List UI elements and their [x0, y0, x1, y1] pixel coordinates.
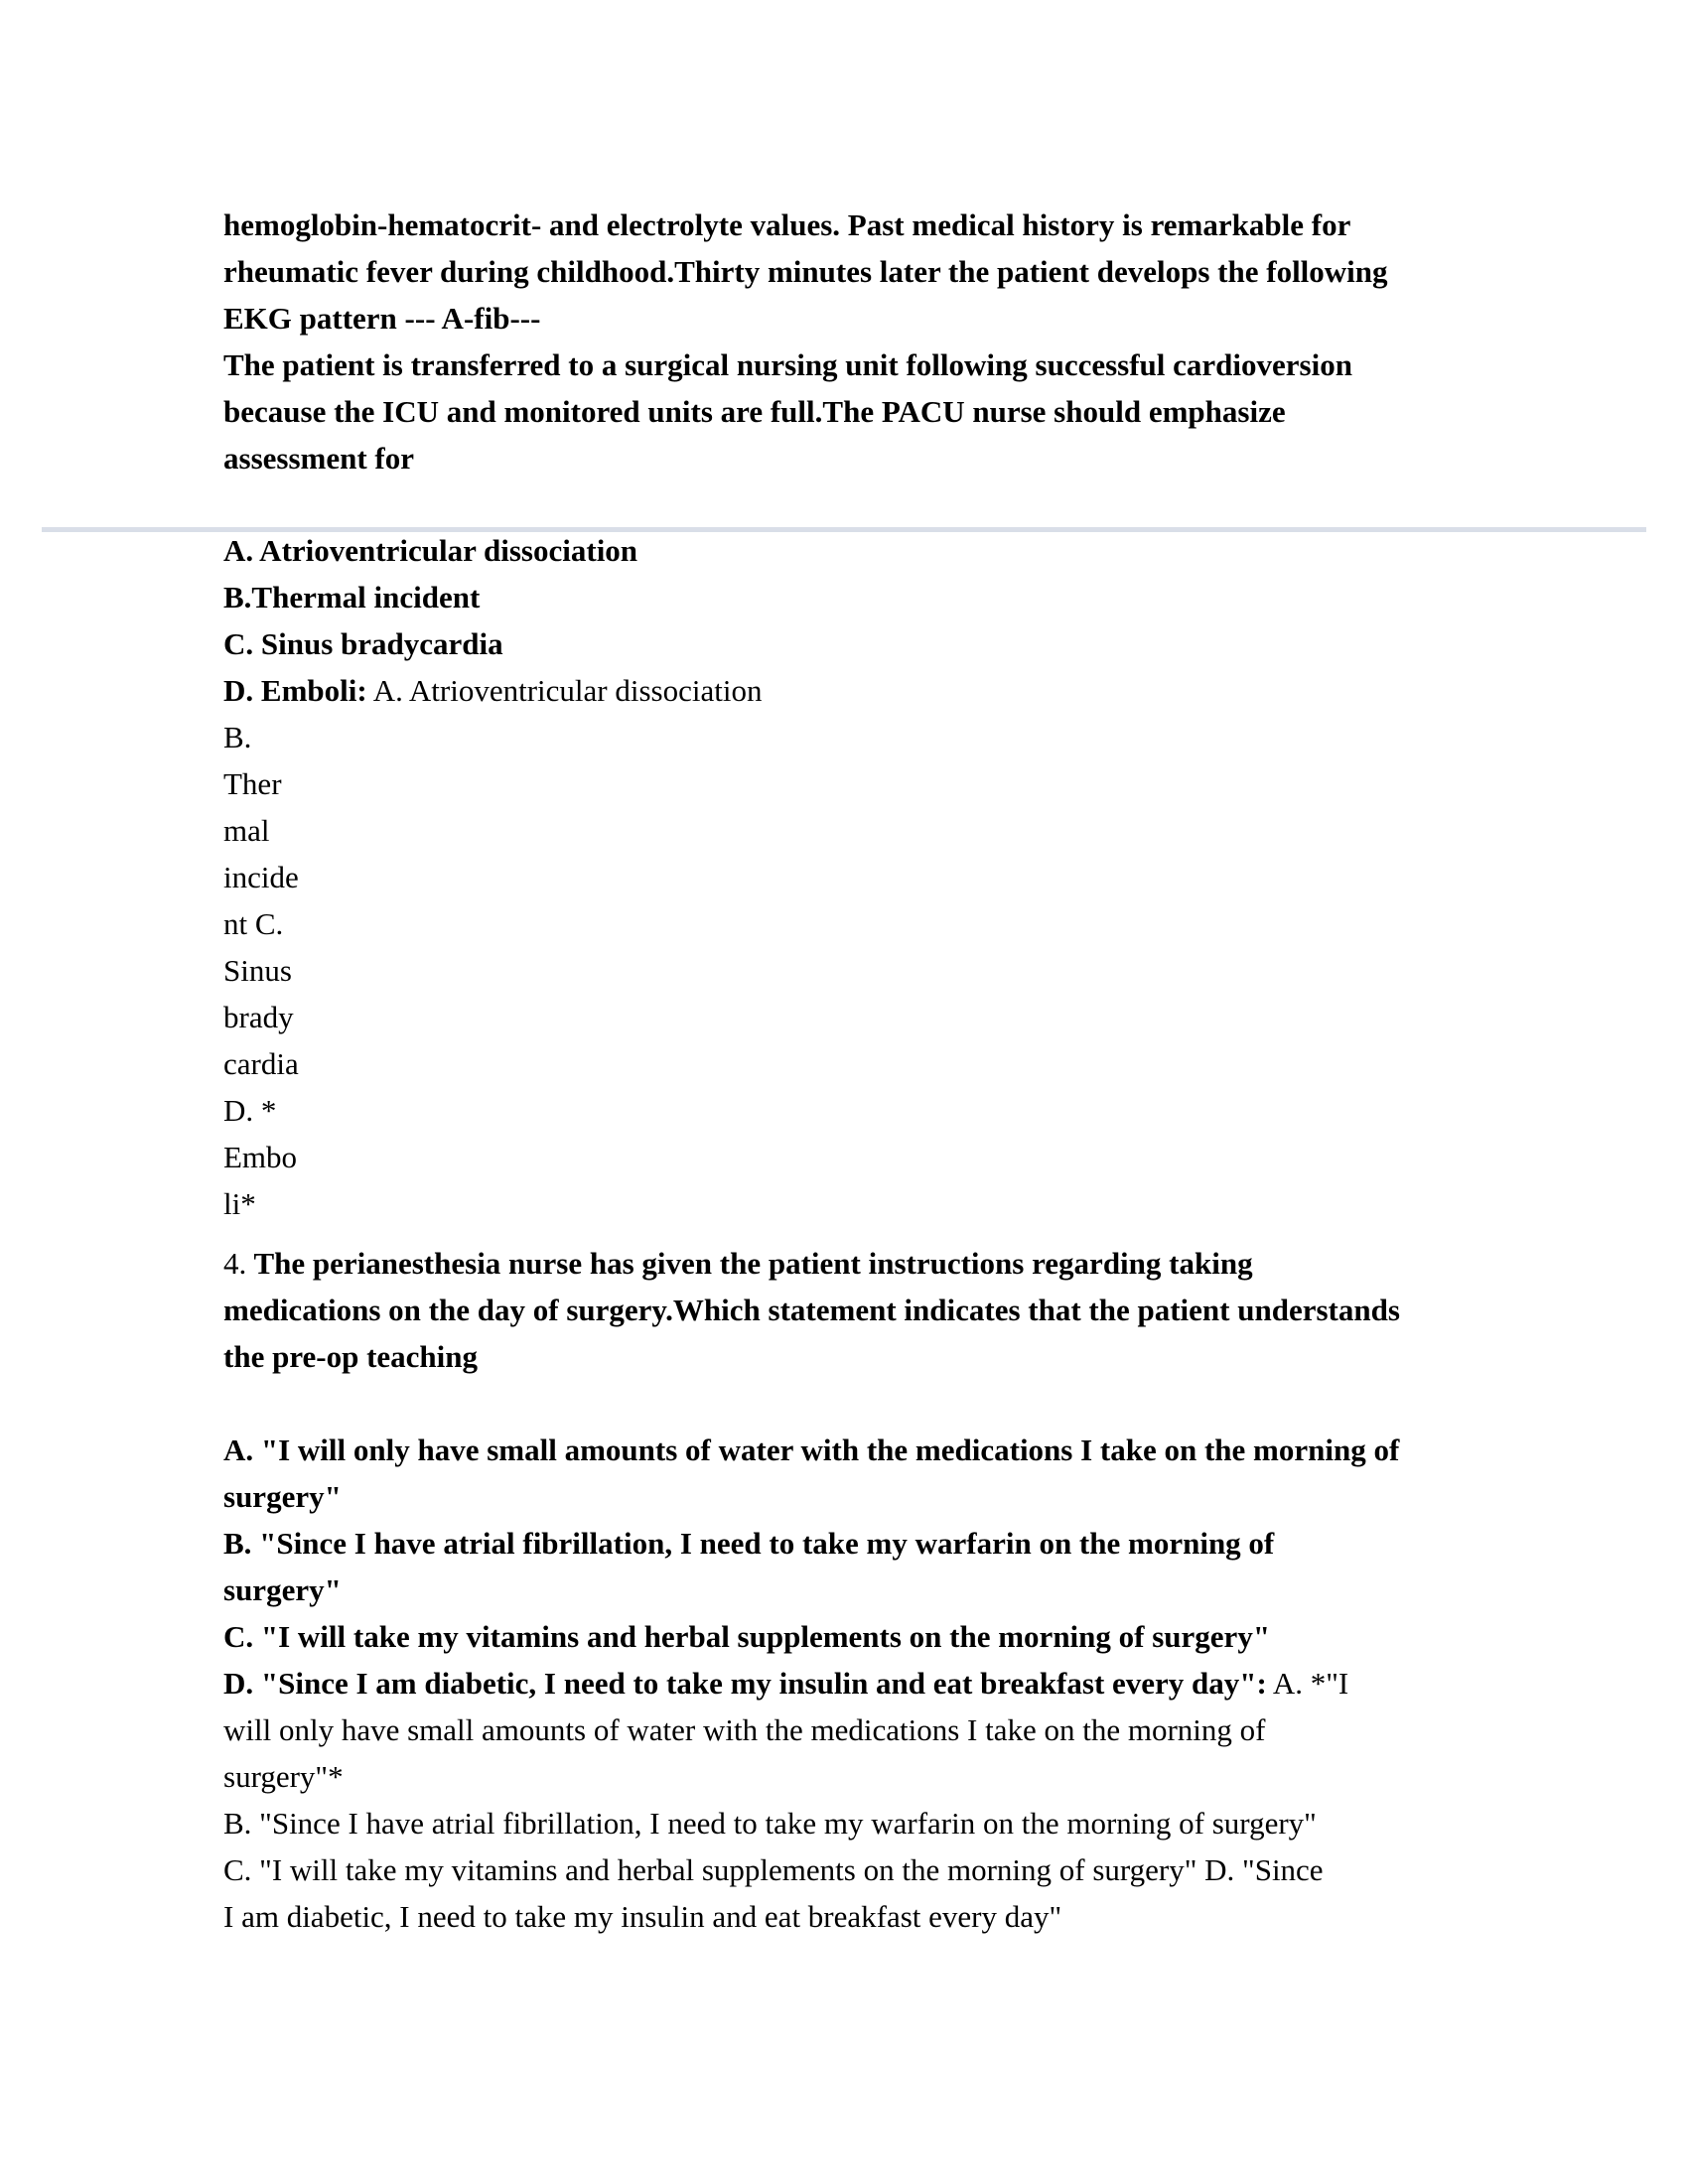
answer-line: nt C. [223, 906, 284, 941]
stem-line [223, 1240, 1253, 1287]
stem-text: The perianesthesia nurse has given the patient instructions regarding taking [246, 1246, 1253, 1281]
answer-line: mal [223, 813, 270, 848]
option-d: D. "Since I am diabetic, I need to take my insulin and eat breakfast every day": [223, 1666, 1267, 1701]
stem-line: because the ICU and monitored units are full.The PACU nurse should emphasize [223, 394, 1286, 429]
answer-line: li* [223, 1186, 256, 1221]
stem-line: EKG pattern --- A-fib--- [223, 301, 541, 336]
stem-line: hemoglobin-hematocrit- and electrolyte values. Past medical history is remarkable for [223, 207, 1351, 242]
stem-line: medications on the day of surgery.Which statement indicates that the patient understands [223, 1293, 1400, 1327]
question-number: 4. [223, 1246, 247, 1281]
option-d-row [223, 1660, 1348, 1706]
answer-line: cardia [223, 1046, 299, 1081]
option-a-cont: surgery" [223, 1479, 342, 1514]
option-d-row [223, 667, 762, 714]
stem-line: The patient is transferred to a surgical nursing unit following successful cardioversion [223, 347, 1352, 382]
answer-line: brady [223, 1000, 294, 1034]
answer-line: Embo [223, 1140, 298, 1174]
option-b-cont: surgery" [223, 1572, 342, 1607]
answer-line: will only have small amounts of water with the medications I take on the morning of [223, 1712, 1266, 1747]
answer-line: C. "I will take my vitamins and herbal supplements on the morning of surgery" D. "Since [223, 1852, 1324, 1887]
option-c: C. "I will take my vitamins and herbal supplements on the morning of surgery" [223, 1619, 1271, 1654]
answer-text: A. *"I [1266, 1666, 1349, 1701]
answer-text: A. Atrioventricular dissociation [366, 673, 763, 708]
option-b: B. "Since I have atrial fibrillation, I need to take my warfarin on the morning of [223, 1526, 1275, 1561]
option-c: C. Sinus bradycardia [223, 626, 503, 661]
option-b: B.Thermal incident [223, 580, 481, 614]
option-a: A. "I will only have small amounts of water with the medications I take on the morning of [223, 1433, 1400, 1467]
answer-line: D. * [223, 1093, 277, 1128]
stem-line: the pre-op teaching [223, 1339, 479, 1374]
option-a: A. Atrioventricular dissociation [223, 533, 638, 568]
answer-line: Sinus [223, 953, 292, 988]
answer-line: surgery"* [223, 1759, 344, 1794]
answer-line: I am diabetic, I need to take my insulin and eat breakfast every day" [223, 1899, 1062, 1934]
answer-line: Ther [223, 766, 282, 801]
stem-line: assessment for [223, 441, 414, 476]
answer-line: B. [223, 720, 252, 754]
answer-line: incide [223, 860, 299, 894]
stem-line: rheumatic fever during childhood.Thirty minutes later the patient develops the following [223, 254, 1388, 289]
answer-line: B. "Since I have atrial fibrillation, I need to take my warfarin on the morning of surgery" [223, 1806, 1317, 1841]
option-d: D. Emboli: [223, 673, 367, 708]
